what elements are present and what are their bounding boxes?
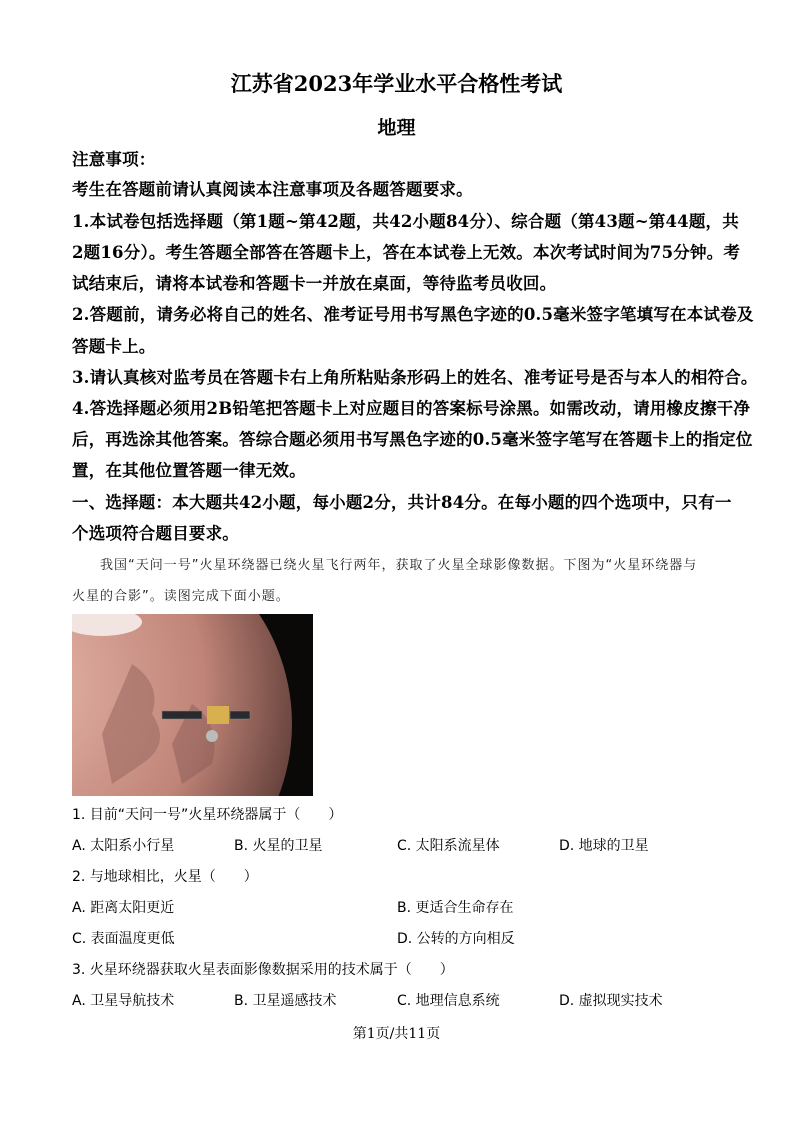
passage-line: 火星的合影”。读图完成下面小题。: [72, 589, 290, 604]
notice-line: 2题16分）。考生答题全部答在答题卡上，答在本试卷上无效。本次考试时间为75分钟。考: [72, 243, 741, 262]
option: A. 卫星导航技术: [72, 993, 175, 1009]
option: B. 更适合生命存在: [397, 900, 514, 916]
option: A. 太阳系小行星: [72, 838, 175, 854]
question-stem: 1. 目前“天问一号”火星环绕器属于（ ）: [72, 807, 343, 823]
option: B. 火星的卫星: [234, 838, 323, 854]
notice-line: 后，再选涂其他答案。答综合题必须用书写黑色字迹的0.5毫米签字笔写在答题卡上的指定位: [72, 430, 753, 449]
notice-line: 考生在答题前请认真阅读本注意事项及各题答题要求。: [72, 180, 473, 199]
section-heading: 个选项符合题目要求。: [72, 524, 239, 543]
page-footer: 第1页/共11页: [352, 1026, 441, 1042]
notice-line: 1.本试卷包括选择题（第1题~第42题，共42小题84分）、综合题（第43题~第44题，共: [72, 212, 739, 231]
option: D. 地球的卫星: [559, 838, 649, 854]
question-stem: 3. 火星环绕器获取火星表面影像数据采用的技术属于（ ）: [72, 962, 454, 978]
section-heading: 一、选择题：本大题共42小题，每小题2分，共计84分。在每小题的四个选项中，只有一: [72, 493, 732, 512]
option: A. 距离太阳更近: [72, 900, 175, 916]
passage-line: 我国“天问一号”火星环绕器已绕火星飞行两年，获取了火星全球影像数据。下图为“火星环绕器与: [100, 558, 698, 573]
notice-heading: 注意事项：: [72, 150, 156, 169]
option: D. 公转的方向相反: [397, 931, 515, 947]
notice-line: 置，在其他位置答题一律无效。: [72, 461, 306, 480]
notice-line: 3.请认真核对监考员在答题卡右上角所粘贴条形码上的姓名、准考证号是否与本人的相符合。: [72, 368, 758, 387]
option: C. 太阳系流星体: [397, 838, 500, 854]
subject-title: 地理: [377, 117, 416, 139]
option: D. 虚拟现实技术: [559, 993, 663, 1009]
question-stem: 2. 与地球相比，火星（ ）: [72, 869, 258, 885]
notice-line: 试结束后，请将本试卷和答题卡一并放在桌面，等待监考员收回。: [72, 274, 557, 293]
option: C. 地理信息系统: [397, 993, 500, 1009]
notice-line: 4.答选择题必须用2B铅笔把答题卡上对应题目的答案标号涂黑。如需改动，请用橡皮擦干净: [72, 399, 751, 418]
exam-title: 江苏省2023年学业水平合格性考试: [230, 71, 563, 96]
option: B. 卫星遥感技术: [234, 993, 337, 1009]
option: C. 表面温度更低: [72, 931, 175, 947]
mars-orbiter-photo: [72, 614, 313, 796]
notice-line: 2.答题前，请务必将自己的姓名、准考证号用书写黑色字迹的0.5毫米签字笔填写在本试卷及: [72, 305, 754, 324]
notice-line: 答题卡上。: [72, 337, 156, 356]
